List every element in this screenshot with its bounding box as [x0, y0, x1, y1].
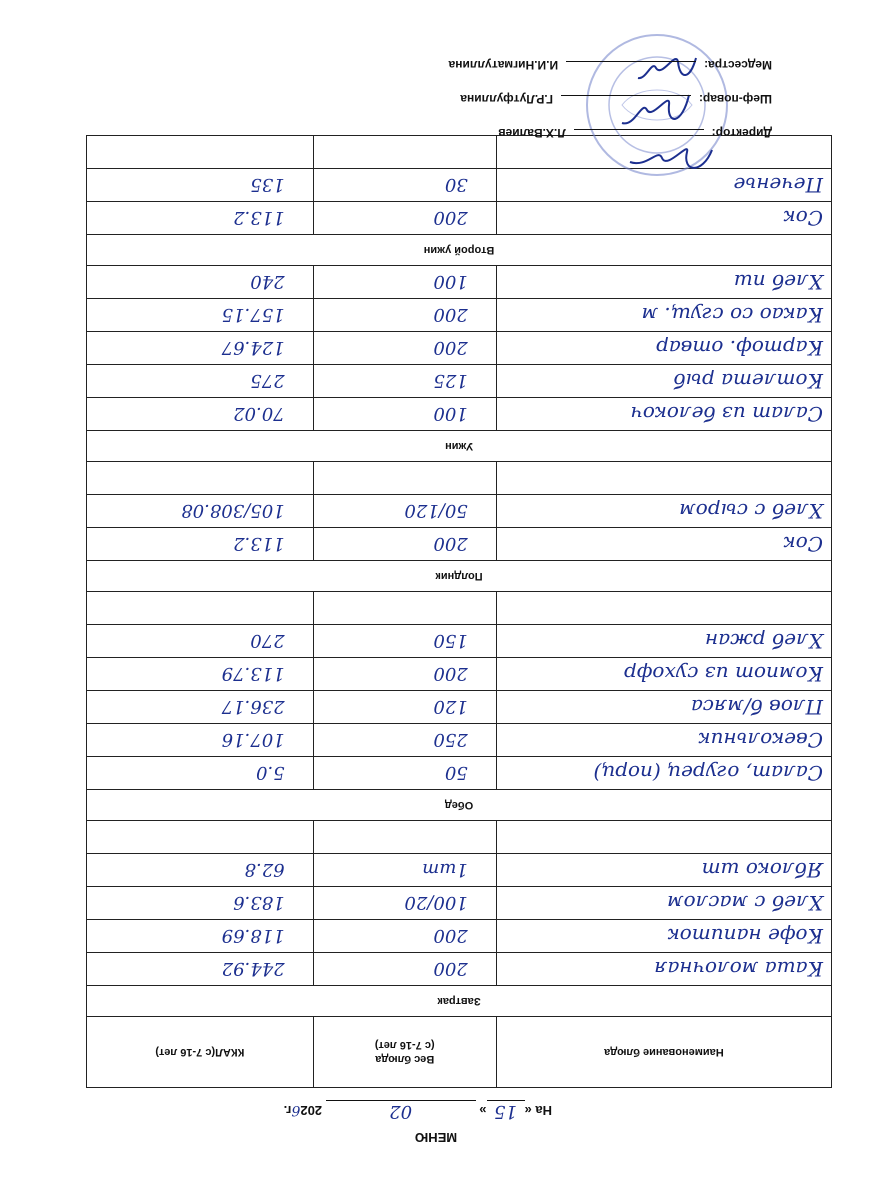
dish-kcal — [285, 827, 305, 848]
dish-name: Сок — [783, 532, 823, 556]
section-title: Второй ужин — [87, 235, 832, 266]
dish-weight-cell — [313, 691, 496, 724]
dish-weight: 200 — [433, 207, 468, 229]
dish-name-cell — [496, 332, 831, 365]
section-row — [87, 986, 832, 1017]
dish-kcal-cell — [87, 887, 314, 920]
table-row — [87, 658, 832, 691]
chef-label: Шеф-повар: — [698, 92, 772, 106]
dish-name: Картоф. отвар — [656, 336, 823, 360]
dish-kcal-cell — [87, 266, 314, 299]
dish-weight-cell — [313, 658, 496, 691]
dish-kcal-cell — [87, 953, 314, 986]
director-signature-line — [498, 126, 772, 142]
nurse-blank — [566, 61, 696, 74]
dish-weight: 150 — [433, 630, 468, 652]
dish-weight: 1шт — [422, 859, 468, 881]
table-row — [87, 854, 832, 887]
table-row — [87, 724, 832, 757]
dish-name: Хлеб с сыром — [679, 499, 823, 523]
dish-name: Салат из белокоч — [630, 402, 823, 426]
date-year-suffix: 6 — [291, 1102, 301, 1118]
dish-name: Яблоко шт — [701, 858, 823, 882]
dish-weight: 200 — [433, 337, 468, 359]
dish-weight — [468, 598, 488, 619]
dish-kcal: 105/308.08 — [181, 500, 285, 522]
dish-kcal: 240 — [250, 271, 285, 293]
dish-kcal: 244.92 — [221, 958, 285, 980]
menu-title: МЕНЮ — [414, 1130, 458, 1145]
dish-name: Печенье — [733, 173, 823, 197]
dish-name-cell — [496, 724, 831, 757]
dish-kcal: 183.6 — [233, 892, 285, 914]
section-title: Обед — [87, 790, 832, 821]
dish-kcal-cell — [87, 136, 314, 169]
dish-kcal: 113.2 — [233, 207, 285, 229]
dish-weight: 250 — [433, 729, 468, 751]
dish-weight-cell — [313, 887, 496, 920]
table-row — [87, 757, 832, 790]
section-title: Ужин — [87, 431, 832, 462]
date-day-blank — [487, 1100, 525, 1122]
date-mid: » — [479, 1103, 487, 1118]
dish-kcal: 275 — [250, 370, 285, 392]
dish-name: Хлеб ржан — [704, 629, 823, 653]
dish-name-cell — [496, 691, 831, 724]
date-year-end: г. — [283, 1103, 292, 1118]
dish-name-cell — [496, 887, 831, 920]
dish-weight-cell — [313, 332, 496, 365]
dish-name-cell — [496, 528, 831, 561]
dish-name-cell — [496, 202, 831, 235]
dish-weight: 50 — [444, 762, 468, 784]
dish-kcal: 135 — [250, 174, 285, 196]
dish-weight: 100 — [433, 271, 468, 293]
dish-kcal-cell — [87, 920, 314, 953]
section-row — [87, 235, 832, 266]
dish-kcal-cell — [87, 202, 314, 235]
dish-weight: 200 — [433, 925, 468, 947]
dish-weight: 100 — [433, 403, 468, 425]
dish-weight-cell — [313, 953, 496, 986]
dish-name: Сок — [783, 206, 823, 230]
dish-name-cell — [496, 365, 831, 398]
dish-kcal-cell — [87, 169, 314, 202]
dish-kcal-cell — [87, 757, 314, 790]
dish-weight-cell — [313, 854, 496, 887]
dish-kcal: 113.2 — [233, 533, 285, 555]
dish-weight-cell — [313, 299, 496, 332]
dish-weight-cell — [313, 365, 496, 398]
dish-kcal-cell — [87, 658, 314, 691]
dish-weight-cell — [313, 202, 496, 235]
dish-name-cell — [496, 625, 831, 658]
dish-kcal: 70.02 — [233, 403, 285, 425]
dish-weight-cell — [313, 592, 496, 625]
director-blank — [574, 129, 704, 142]
dish-kcal-cell — [87, 299, 314, 332]
date-day: 15 — [494, 1101, 517, 1122]
dish-kcal-cell — [87, 462, 314, 495]
dish-weight-cell — [313, 169, 496, 202]
table-row — [87, 202, 832, 235]
dish-kcal-cell — [87, 495, 314, 528]
table-row — [87, 299, 832, 332]
table-row — [87, 821, 832, 854]
menu-table — [86, 135, 832, 1088]
table-row — [87, 592, 832, 625]
dish-weight: 200 — [433, 663, 468, 685]
menu-table-body — [87, 136, 832, 1088]
table-row — [87, 495, 832, 528]
table-row — [87, 462, 832, 495]
dish-name: Каша молочная — [654, 957, 823, 981]
dish-kcal: 270 — [250, 630, 285, 652]
dish-name-cell — [496, 920, 831, 953]
dish-kcal-cell — [87, 821, 314, 854]
dish-weight-cell — [313, 136, 496, 169]
dish-weight: 200 — [433, 533, 468, 555]
chef-blank — [561, 95, 691, 108]
dish-kcal: 124.67 — [221, 337, 285, 359]
dish-name-cell — [496, 854, 831, 887]
date-year-prefix: 202 — [300, 1103, 323, 1118]
table-row — [87, 528, 832, 561]
dish-name-cell — [496, 495, 831, 528]
dish-weight: 200 — [433, 304, 468, 326]
section-row — [87, 790, 832, 821]
dish-weight-cell — [313, 528, 496, 561]
dish-weight-cell — [313, 821, 496, 854]
dish-kcal-cell — [87, 398, 314, 431]
dish-weight-cell — [313, 495, 496, 528]
dish-kcal: 5.0 — [256, 762, 285, 784]
dish-kcal-cell — [87, 365, 314, 398]
date-month: 02 — [389, 1101, 413, 1122]
chef-name: Г.Р.Лутфуллина — [460, 92, 553, 106]
dish-weight: 125 — [433, 370, 468, 392]
dish-weight: 200 — [433, 958, 468, 980]
dish-name: Хлеб с маслом — [667, 891, 823, 915]
dish-weight-cell — [313, 724, 496, 757]
dish-kcal-cell — [87, 528, 314, 561]
dish-weight — [468, 827, 488, 848]
dish-kcal: 236.17 — [221, 696, 285, 718]
dish-name-cell — [496, 299, 831, 332]
director-name: Л.Х.Валиев — [498, 126, 566, 140]
table-row — [87, 625, 832, 658]
dish-kcal — [285, 468, 305, 489]
dish-weight-cell — [313, 757, 496, 790]
table-row — [87, 332, 832, 365]
table-row — [87, 365, 832, 398]
dish-name-cell — [496, 592, 831, 625]
date-month-blank — [326, 1100, 476, 1122]
dish-name-cell — [496, 462, 831, 495]
dish-name: Компот из сухофр — [623, 662, 823, 686]
section-title: Завтрак — [87, 986, 832, 1017]
dish-kcal-cell — [87, 724, 314, 757]
section-row — [87, 431, 832, 462]
dish-name-cell — [496, 398, 831, 431]
table-row — [87, 266, 832, 299]
dish-kcal: 113.79 — [221, 663, 285, 685]
dish-name: Кофе напиток — [667, 924, 823, 948]
dish-kcal-cell — [87, 592, 314, 625]
dish-weight: 30 — [444, 174, 468, 196]
dish-kcal-cell — [87, 691, 314, 724]
dish-weight-cell — [313, 920, 496, 953]
director-label: Директор: — [711, 126, 772, 140]
dish-kcal: 118.69 — [221, 925, 285, 947]
nurse-name: И.И.Нигматуллина — [448, 58, 559, 72]
header-weight-sub: (с 7-16 лет) — [374, 1039, 435, 1051]
dish-name: Плов б/мяса — [690, 695, 823, 719]
dish-name: Какао со сгущ. м — [641, 303, 823, 327]
dish-name: Хлеб пш — [733, 270, 823, 294]
table-row — [87, 398, 832, 431]
section-title: Полдник — [87, 561, 832, 592]
dish-weight-cell — [313, 266, 496, 299]
dish-name-cell — [496, 953, 831, 986]
date-prefix: На « — [524, 1103, 552, 1118]
dish-kcal-cell — [87, 625, 314, 658]
table-row — [87, 887, 832, 920]
dish-kcal — [285, 598, 305, 619]
dish-weight-cell — [313, 462, 496, 495]
chef-signature-line — [460, 92, 772, 108]
dish-name-cell — [496, 658, 831, 691]
dish-weight-cell — [313, 625, 496, 658]
dish-name-cell — [496, 266, 831, 299]
dish-weight-cell — [313, 398, 496, 431]
dish-kcal: 157.15 — [221, 304, 285, 326]
dish-weight: 120 — [433, 696, 468, 718]
dish-kcal-cell — [87, 854, 314, 887]
dish-kcal: 107.16 — [221, 729, 285, 751]
dish-weight: 100/20 — [404, 892, 468, 914]
dish-weight — [468, 468, 488, 489]
dish-name-cell — [496, 757, 831, 790]
header-weight — [313, 1017, 496, 1088]
table-row — [87, 920, 832, 953]
section-row — [87, 561, 832, 592]
dish-weight — [468, 142, 488, 163]
header-kcal: ККАЛ(с 7-16 лет) — [87, 1017, 314, 1088]
header-dish-name: Наименование блюда — [496, 1017, 831, 1088]
nurse-signature-line — [449, 58, 772, 74]
header-weight-label: Вес блюда — [375, 1053, 435, 1065]
dish-kcal: 62.8 — [244, 859, 285, 881]
dish-name: Салат, огурец (порц) — [593, 761, 823, 785]
dish-kcal-cell — [87, 332, 314, 365]
menu-date — [284, 1100, 552, 1122]
table-row — [87, 953, 832, 986]
table-header-row — [87, 1017, 832, 1088]
dish-name: Свекольник — [698, 728, 823, 752]
nurse-label: Медсестра: — [704, 58, 772, 72]
table-row — [87, 691, 832, 724]
dish-weight: 50/120 — [404, 500, 468, 522]
dish-name-cell — [496, 821, 831, 854]
dish-kcal — [285, 142, 305, 163]
dish-name: Котлета рыб — [673, 369, 823, 393]
